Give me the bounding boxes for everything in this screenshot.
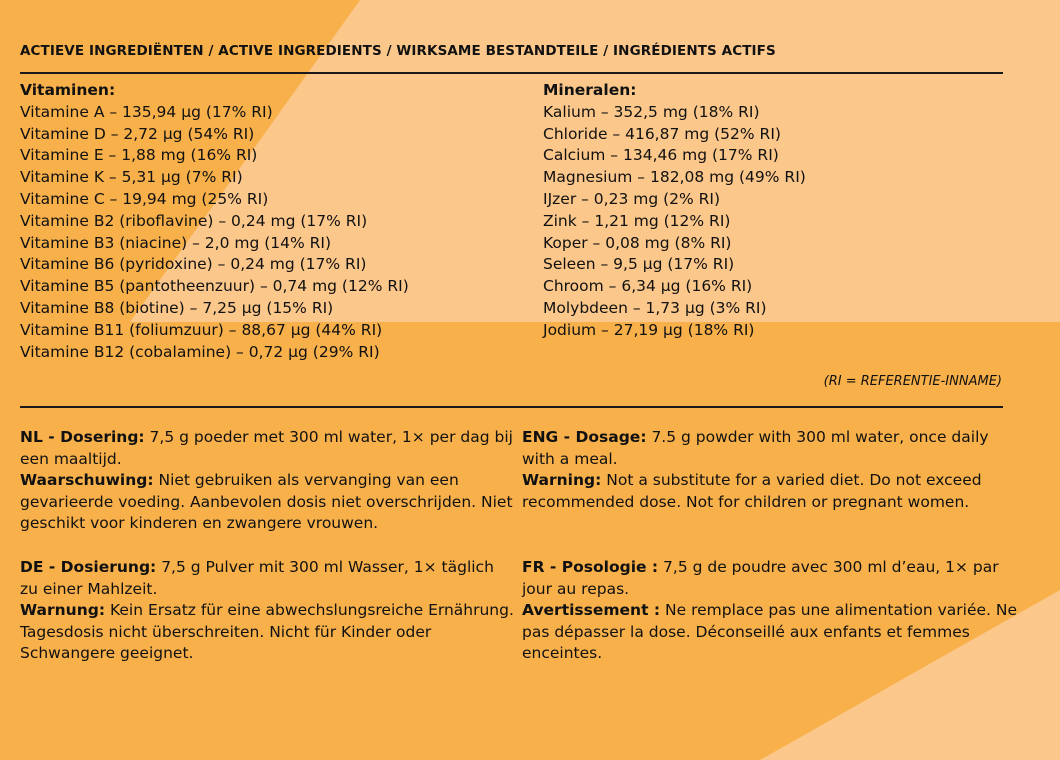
mineral-item: Koper – 0,08 mg (8% RI) <box>543 233 732 252</box>
de-warning <box>20 600 516 665</box>
fr-dosage <box>522 557 1022 600</box>
mineral-item: Jodium – 27,19 μg (18% RI) <box>543 320 755 339</box>
fr-dosage-label: FR - Posologie : <box>522 558 659 576</box>
minerals-list <box>543 102 806 342</box>
vitamin-item: Vitamine B6 (pyridoxine) – 0,24 mg (17% RI) <box>20 255 367 274</box>
fr-warning <box>522 600 1022 665</box>
mineral-item: Molybdeen – 1,73 μg (3% RI) <box>543 298 767 317</box>
nl-warning-text: Niet gebruiken als vervanging van een gevarieerde voeding. Aanbevolen dosis niet overschrijden. Niet geschikt voor kinderen en zwangere vrouwen. <box>20 471 513 532</box>
vitamin-item: Vitamine B11 (foliumzuur) – 88,67 μg (44% RI) <box>20 320 383 339</box>
vitamin-item: Vitamine B5 (pantotheenzuur) – 0,74 mg (12% RI) <box>20 277 409 296</box>
fr-warning-text: Ne remplace pas une alimentation variée. Ne pas dépasser la dose. Déconseillé aux enfants et femmes enceintes. <box>522 601 1017 662</box>
vitamin-item: Vitamine B2 (riboflavine) – 0,24 mg (17% RI) <box>20 211 368 230</box>
header-divider <box>20 72 1003 74</box>
active-ingredients-header: ACTIEVE INGREDIËNTEN / ACTIVE INGREDIENTS / WIRKSAME BESTANDTEILE / INGRÉDIENTS ACTIFS <box>20 43 776 59</box>
mineral-item: Kalium – 352,5 mg (18% RI) <box>543 102 760 121</box>
mineral-item: Zink – 1,21 mg (12% RI) <box>543 211 731 230</box>
nl-instructions <box>20 427 516 535</box>
vitamins-column <box>20 80 409 363</box>
en-warning-label: Warning: <box>522 471 602 489</box>
de-warning-text: Kein Ersatz für eine abwechslungsreiche Ernährung. Tagesdosis nicht überschreiten. Nicht für Kinder oder Schwangere geeignet. <box>20 601 514 662</box>
vitamin-item: Vitamine B8 (biotine) – 7,25 μg (15% RI) <box>20 298 334 317</box>
minerals-column <box>543 80 806 342</box>
fr-instructions <box>522 557 1022 665</box>
mineral-item: IJzer – 0,23 mg (2% RI) <box>543 189 721 208</box>
en-dosage <box>522 427 1022 470</box>
vitamins-list <box>20 102 409 364</box>
ri-footnote: (RI = REFERENTIE-INNAME) <box>823 374 1002 389</box>
mineral-item: Chloride – 416,87 mg (52% RI) <box>543 124 781 143</box>
nl-warning <box>20 470 516 535</box>
en-dosage-text: 7.5 g powder with 300 ml water, once daily with a meal. <box>522 428 989 468</box>
nl-dosage-text: 7,5 g poeder met 300 ml water, 1× per dag bij een maaltijd. <box>20 428 513 468</box>
en-warning-text: Not a substitute for a varied diet. Do not exceed recommended dose. Not for children or pregnant women. <box>522 471 982 511</box>
de-dosage <box>20 557 516 600</box>
vitamins-heading: Vitaminen: <box>20 81 116 99</box>
vitamin-item: Vitamine E – 1,88 mg (16% RI) <box>20 146 258 165</box>
vitamin-item: Vitamine A – 135,94 μg (17% RI) <box>20 102 273 121</box>
nl-warning-label: Waarschuwing: <box>20 471 154 489</box>
en-instructions <box>522 427 1022 513</box>
minerals-heading: Mineralen: <box>543 81 637 99</box>
en-dosage-label: ENG - Dosage: <box>522 428 647 446</box>
de-dosage-label: DE - Dosierung: <box>20 558 157 576</box>
de-warning-label: Warnung: <box>20 601 106 619</box>
mineral-item: Seleen – 9,5 μg (17% RI) <box>543 255 735 274</box>
nl-dosage-label: NL - Dosering: <box>20 428 145 446</box>
mineral-item: Calcium – 134,46 mg (17% RI) <box>543 146 779 165</box>
section-divider <box>20 406 1003 408</box>
fr-warning-label: Avertissement : <box>522 601 661 619</box>
en-warning <box>522 470 1022 513</box>
de-instructions <box>20 557 516 665</box>
de-dosage-text: 7,5 g Pulver mit 300 ml Wasser, 1× täglich zu einer Mahlzeit. <box>20 558 494 598</box>
mineral-item: Magnesium – 182,08 mg (49% RI) <box>543 168 806 187</box>
fr-dosage-text: 7,5 g de poudre avec 300 ml d’eau, 1× par jour au repas. <box>522 558 999 598</box>
mineral-item: Chroom – 6,34 μg (16% RI) <box>543 277 753 296</box>
vitamin-item: Vitamine D – 2,72 μg (54% RI) <box>20 124 255 143</box>
vitamin-item: Vitamine C – 19,94 mg (25% RI) <box>20 189 269 208</box>
vitamin-item: Vitamine B3 (niacine) – 2,0 mg (14% RI) <box>20 233 332 252</box>
nl-dosage <box>20 427 516 470</box>
vitamin-item: Vitamine B12 (cobalamine) – 0,72 μg (29% RI) <box>20 342 380 361</box>
vitamin-item: Vitamine K – 5,31 μg (7% RI) <box>20 168 243 187</box>
